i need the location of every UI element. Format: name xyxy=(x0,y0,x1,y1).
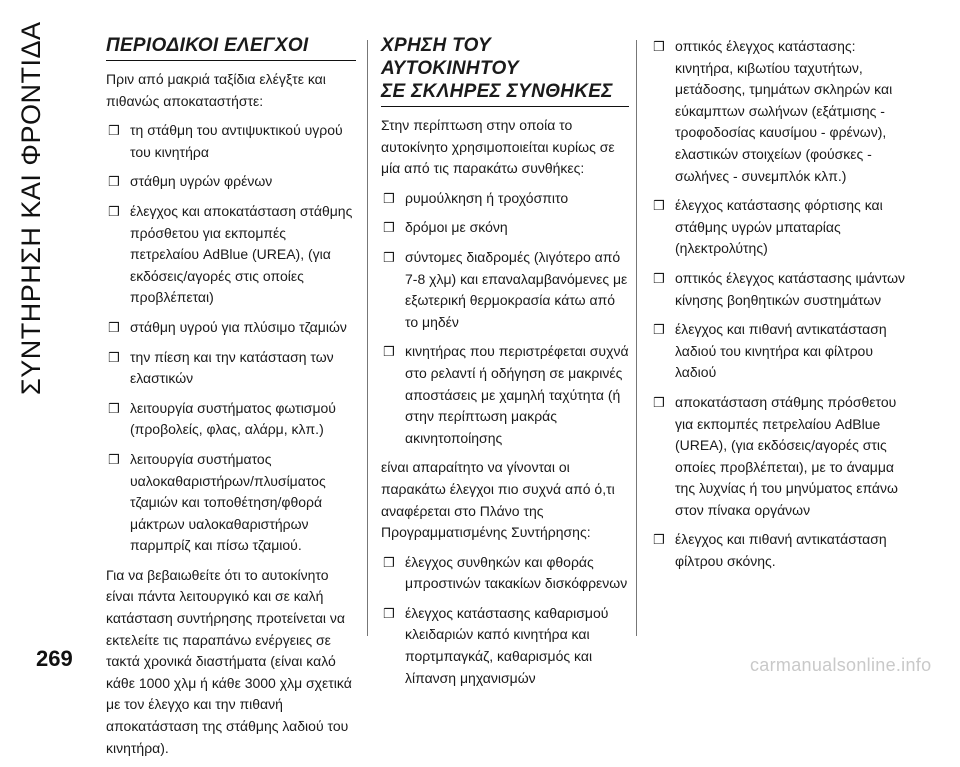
outro-paragraph: Για να βεβαιωθείτε ότι το αυτοκίνητο είναι πάντα λειτουργικό και σε καλή κατάσταση συντήρησης προτείνεται να εκτελείτε τις παραπάνω ενέργειες σε τακτά χρονικά διαστήματα (είναι καλό κάθε 1000 χλμ ή κάθε 3000 χλμ σχετικά με τον έλεγχο και την πιθανή αποκατάσταση της στάθμης λαδιού του κινητήρα). xyxy=(106,566,352,756)
list-item-text: έλεγχος και αποκατάσταση στάθμης πρόσθετου για εκπομπές πετρελαίου AdBlue (UREA), (για εκδόσεις/αγορές στις οποίες προβλέπεται) xyxy=(130,202,353,306)
checkbox-bullet-icon: ❒ xyxy=(383,344,395,360)
list-item xyxy=(651,529,911,572)
list-item-text: έλεγχος κατάστασης φόρτισης και στάθμης υγρών μπαταρίας (ηλεκτρολύτης) xyxy=(675,197,883,257)
list-item xyxy=(106,347,356,390)
list-item xyxy=(106,398,356,441)
checkbox-bullet-icon: ❒ xyxy=(653,270,665,286)
checkbox-bullet-icon: ❒ xyxy=(108,319,120,335)
checkbox-bullet-icon: ❒ xyxy=(108,400,120,416)
list-item-text: οπτικός έλεγχος κατάστασης ιμάντων κίνησης βοηθητικών συστημάτων xyxy=(675,269,906,308)
checkbox-bullet-icon: ❒ xyxy=(653,198,665,214)
column-divider xyxy=(636,40,637,636)
list-item-text: την πίεση και την κατάσταση των ελαστικών xyxy=(130,348,334,387)
list-item xyxy=(106,120,356,163)
list-item-text: αποκατάσταση στάθμης πρόσθετου για εκπομπές πετρελαίου AdBlue (UREA), (για εκδόσεις/αγορές στις οποίες προβλέπεται), με το άναμμα της λυχνίας ή του μηνύματος επάνω στον πίνακα οργάνων xyxy=(675,393,898,518)
heading-line: ΣΕ ΣΚΛΗΡΕΣ ΣΥΝΘΗΚΕΣ xyxy=(381,81,613,102)
list-item-text: λειτουργία συστήματος φωτισμού (προβολείς, φλας, αλάρμ, κλπ.) xyxy=(130,399,336,438)
list-item-text: κινητήρας που περιστρέφεται συχνά στο ρελαντί ή οδήγηση σε μακρινές αποστάσεις με χαμηλή ταχύτητα (ή στην περίπτωση μακράς ακινητοποίησης xyxy=(405,343,629,446)
list-item-text: έλεγχος συνθηκών και φθοράς μπροστινών τακακίων δισκόφρενων xyxy=(405,553,628,592)
list-item xyxy=(651,319,911,384)
checkbox-bullet-icon: ❒ xyxy=(653,322,665,338)
checklist xyxy=(381,552,631,690)
list-item-text: ρυμούλκηση ή τροχόσπιτο xyxy=(405,189,569,206)
list-item xyxy=(651,392,911,522)
checkbox-bullet-icon: ❒ xyxy=(653,39,665,54)
heading-line: ΧΡΗΣΗ ΤΟΥ ΑΥΤΟΚΙΝΗΤΟΥ xyxy=(381,35,519,79)
intro-paragraph: Πριν από μακριά ταξίδια ελέγξτε και πιθανώς αποκαταστήστε: xyxy=(106,71,326,109)
list-item xyxy=(381,188,631,210)
column-periodic-checks xyxy=(106,34,356,767)
checkbox-bullet-icon: ❒ xyxy=(383,220,395,236)
list-item xyxy=(106,171,356,193)
list-item xyxy=(106,201,356,309)
checkbox-bullet-icon: ❒ xyxy=(108,123,120,139)
list-item-text: οπτικός έλεγχος κατάστασης: κινητήρα, κιβωτίου ταχυτήτων, μετάδοσης, τμημάτων σκληρών και εύκαμπτων σωλήνων (εξάτμισης - τροφοδοσίας καυσίμου - φρένων), ελαστικών στοιχείων (φούσκες - σωλήνες - συνεμπλόκ κλπ.) xyxy=(675,38,893,184)
checkbox-bullet-icon: ❒ xyxy=(108,203,120,219)
column-checks-continued xyxy=(651,36,911,581)
middle-paragraph: είναι απαραίτητο να γίνονται οι παρακάτω έλεγχοι πιο συχνά από ό,τι αναφέρεται στο Πλάνο της Προγραμματισμένης Συντήρησης: xyxy=(381,459,615,541)
checkbox-bullet-icon: ❒ xyxy=(108,174,120,190)
list-item xyxy=(651,36,911,187)
column-severe-conditions xyxy=(381,34,631,697)
intro-paragraph: Στην περίπτωση στην οποία το αυτοκίνητο χρησιμοποιείται κυρίως σε μία από τις παρακάτω συνθήκες: xyxy=(381,117,615,177)
checkbox-bullet-icon: ❒ xyxy=(108,451,120,467)
checkbox-bullet-icon: ❒ xyxy=(383,554,395,570)
checkbox-bullet-icon: ❒ xyxy=(653,394,665,410)
list-item-text: έλεγχος κατάστασης καθαρισμού κλειδαριών καπό κινητήρα και πορτμπαγκάζ, καθαρισμός και λίπανση μηχανισμών xyxy=(405,604,609,686)
column-divider xyxy=(367,40,368,636)
list-item-text: τη στάθμη του αντιψυκτικού υγρού του κινητήρα xyxy=(130,122,343,160)
checkbox-bullet-icon: ❒ xyxy=(383,249,395,265)
condition-list xyxy=(381,188,631,450)
list-item xyxy=(106,317,356,339)
list-item xyxy=(106,449,356,557)
list-item xyxy=(381,603,631,689)
list-item-text: στάθμη υγρού για πλύσιμο τζαμιών xyxy=(130,318,347,335)
checkbox-bullet-icon: ❒ xyxy=(653,532,665,548)
checklist xyxy=(106,120,356,557)
list-item-text: δρόμοι με σκόνη xyxy=(405,219,508,236)
checkbox-bullet-icon: ❒ xyxy=(383,605,395,621)
list-item-text: στάθμη υγρών φρένων xyxy=(130,173,273,190)
page-number: 269 xyxy=(36,646,73,671)
section-heading: ΠΕΡΙΟΔΙΚΟΙ ΕΛΕΓΧΟΙ xyxy=(106,34,356,61)
list-item-text: λειτουργία συστήματος υαλοκαθαριστήρων/πλυσίματος τζαμιών και τοποθέτηση/φθορά μάκτρων υαλοκαθαριστήρων παρμπρίζ και πίσω τζαμιού. xyxy=(130,450,326,554)
list-item xyxy=(651,195,911,260)
list-item-text: έλεγχος και πιθανή αντικατάσταση φίλτρου σκόνης. xyxy=(675,531,887,570)
list-item xyxy=(651,268,911,311)
list-item-text: έλεγχος και πιθανή αντικατάσταση λαδιού του κινητήρα και φίλτρου λαδιού xyxy=(675,321,887,381)
list-item xyxy=(381,552,631,595)
list-item xyxy=(381,341,631,449)
watermark: carmanualsonline.info xyxy=(750,655,932,675)
section-heading xyxy=(381,34,629,107)
chapter-title: ΣΥΝΤΗΡΗΣΗ ΚΑΙ ΦΡΟΝΤΙΔΑ xyxy=(16,22,46,396)
checkbox-bullet-icon: ❒ xyxy=(108,349,120,365)
list-item-text: σύντομες διαδρομές (λιγότερο από 7-8 χλμ) και επαναλαμβανόμενες με εξωτερική θερμοκρασία κάτω από το μηδέν xyxy=(405,248,628,330)
list-item xyxy=(381,217,631,239)
checkbox-bullet-icon: ❒ xyxy=(383,190,395,206)
list-item xyxy=(381,247,631,333)
checklist xyxy=(651,36,911,573)
